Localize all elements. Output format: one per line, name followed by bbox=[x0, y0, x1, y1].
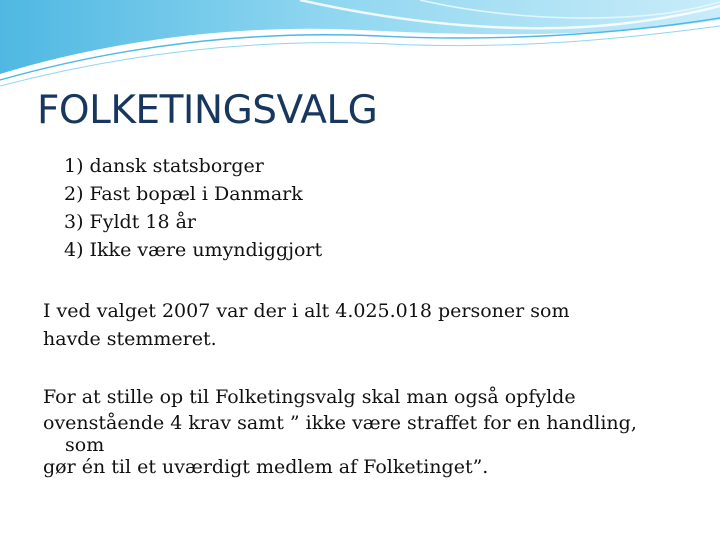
requirement-item: 2) Fast bopæl i Danmark bbox=[64, 183, 303, 205]
voters-line-2: havde stemmeret. bbox=[43, 328, 217, 350]
candidacy-line-3: som bbox=[65, 434, 105, 456]
candidacy-line-1: For at stille op til Folketingsvalg skal man også opfylde bbox=[43, 386, 576, 408]
voters-line-1: I ved valget 2007 var der i alt 4.025.018 personer som bbox=[43, 300, 570, 322]
requirements-list bbox=[64, 152, 322, 264]
slide-title: FOLKETINGSVALG bbox=[37, 88, 378, 133]
candidacy-line-4: gør én til et uværdigt medlem af Folketinget”. bbox=[43, 456, 489, 478]
requirement-item: 4) Ikke være umyndiggjort bbox=[64, 239, 323, 261]
voters-paragraph bbox=[43, 297, 569, 353]
candidacy-paragraph bbox=[43, 384, 637, 480]
requirement-item: 1) dansk statsborger bbox=[64, 155, 264, 177]
top-wave-decoration bbox=[0, 0, 720, 90]
requirement-item: 3) Fyldt 18 år bbox=[64, 211, 196, 233]
candidacy-line-2: ovenstående 4 krav samt ” ikke være straffet for en handling, bbox=[43, 412, 637, 434]
